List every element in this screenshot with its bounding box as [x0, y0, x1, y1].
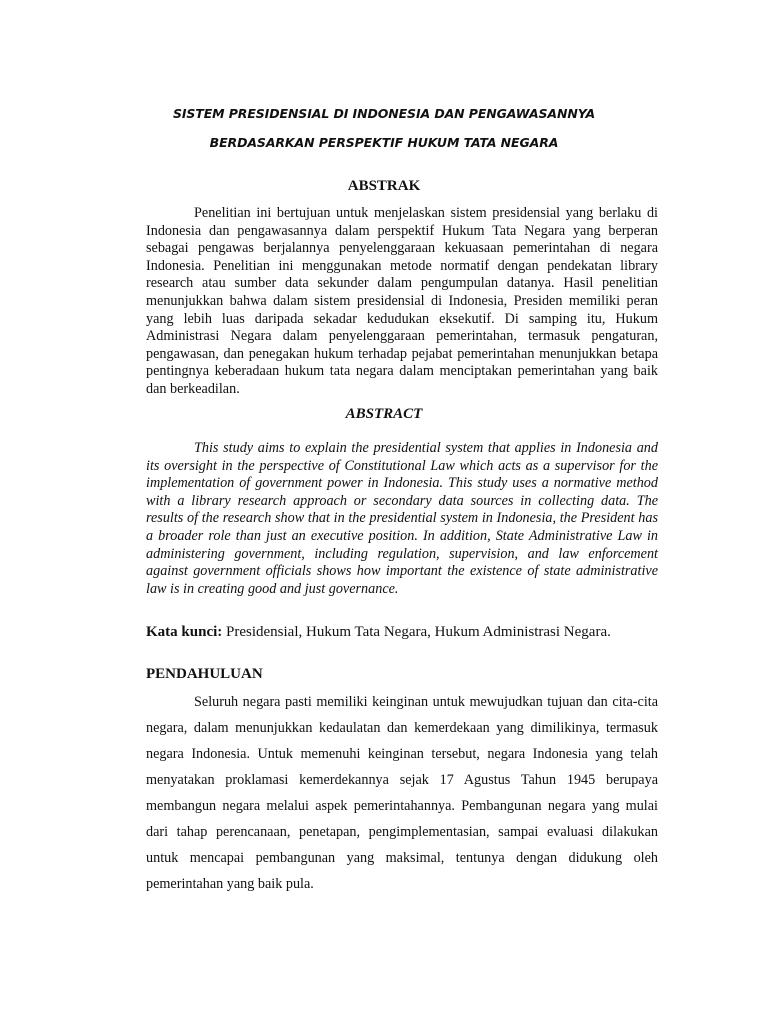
keywords-line — [146, 624, 658, 641]
abstract-paragraph: This study aims to explain the presidential system that applies in Indonesia and its oversight in the perspective of Constitutional Law which acts as a supervisor for the implementation of government power in Indonesia. This study uses a normative method with a library research approach or secondary data sources in collecting data. The results of the research show that in the presidential system in Indonesia, the President has a broader role than just an executive position. In addition, State Administrative Law in administering government, including regulation, supervision, and law enforcement against government officials shows how important the existence of state administrative law is in creating good and just governance. — [146, 440, 658, 597]
abstrak-paragraph: Penelitian ini bertujuan untuk menjelaskan sistem presidensial yang berlaku di Indonesia dan pengawasannya dalam perspektif Hukum Tata Negara yang berperan sebagai pengawas berjalannya penyelenggaraan kekuasaan pemerintahan di negara Indonesia. Penelitian ini menggunakan metode normatif dengan pendekatan library research atau sumber data sekunder dalam pengumpulan datanya. Hasil penelitian menunjukkan bahwa dalam sistem presidensial di Indonesia, Presiden memiliki peran yang lebih luas daripada sekadar kedudukan eksekutif. Di samping itu, Hukum Administrasi Negara dalam penyelenggaraan pemerintahan, termasuk pengaturan, pengawasan, dan penegakan hukum terhadap pejabat pemerintahan menunjukkan betapa pentingnya keberadaan hukum tata negara dalam menciptakan pemerintahan yang baik dan berkeadilan. — [146, 205, 658, 397]
abstrak-heading: ABSTRAK — [347, 178, 421, 194]
keywords-label: Kata kunci: — [146, 624, 223, 640]
keywords-value: Presidensial, Hukum Tata Negara, Hukum Administrasi Negara. — [222, 624, 611, 640]
pendahuluan-section — [146, 689, 658, 897]
abstrak-section — [146, 205, 658, 399]
paper-title-line-1: SISTEM PRESIDENSIAL DI INDONESIA DAN PENGAWASANNYA — [172, 106, 596, 121]
abstract-section — [146, 440, 658, 598]
abstract-heading: ABSTRACT — [345, 406, 423, 422]
pendahuluan-heading: PENDAHULUAN — [146, 666, 263, 682]
pendahuluan-paragraph: Seluruh negara pasti memiliki keinginan untuk mewujudkan tujuan dan cita-cita negara, dalam menunjukkan kedaulatan dan kemerdekaan yang dimilikinya, termasuk negara Indonesia. Untuk memenuhi keinginan tersebut, negara Indonesia yang telah menyatakan proklamasi kemerdekannya sejak 17 Agustus Tahun 1945 berupaya membangun negara melalui aspek pemerintahannya. Pembangunan negara yang mulai dari tahap perencanaan, penetapan, pengimplementasian, sampai evaluasi dilakukan untuk mencapai pembangunan yang maksimal, tentunya dengan didukung oleh pemerintahan yang baik pula. — [146, 694, 658, 892]
paper-title-line-2: BERDASARKAN PERSPEKTIF HUKUM TATA NEGARA — [209, 135, 559, 150]
